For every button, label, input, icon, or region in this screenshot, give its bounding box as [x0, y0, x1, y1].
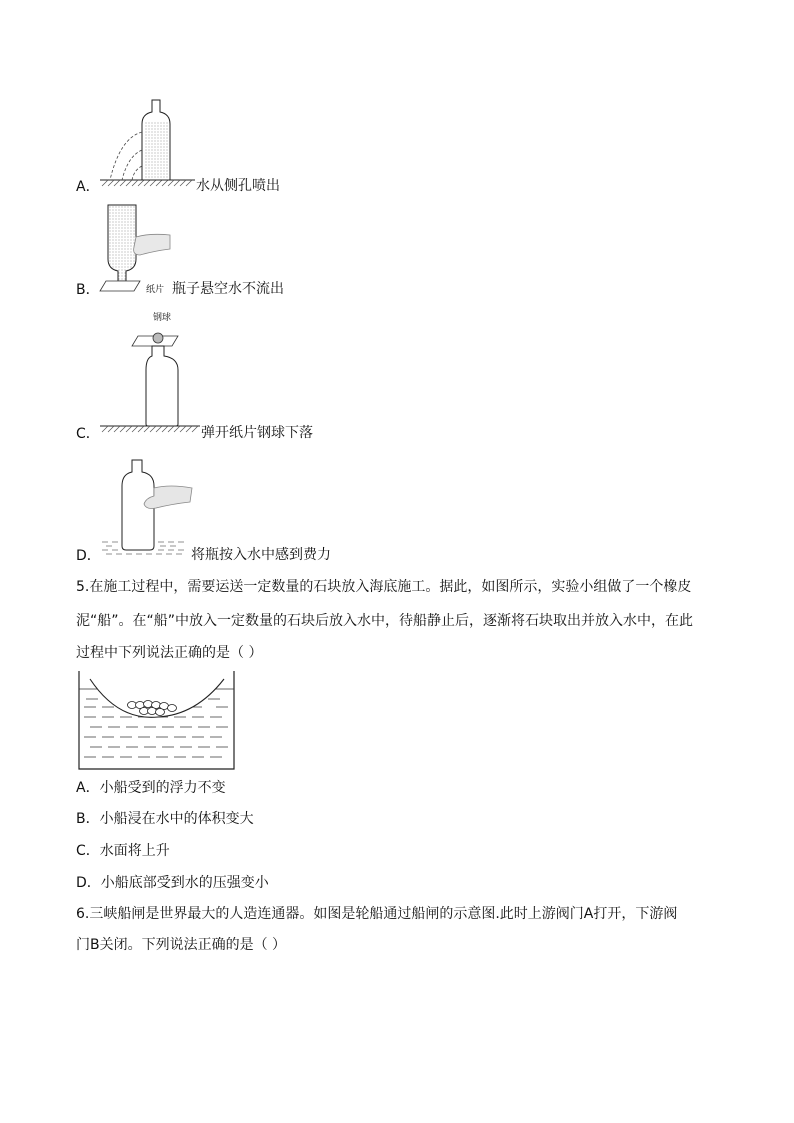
option-c-caption: 弹开纸片钢球下落 — [201, 425, 313, 441]
figure-a-bottle-side-hole — [100, 98, 200, 188]
option-a-caption: 水从侧孔喷出 — [196, 178, 280, 194]
q5-option-d: D．小船底部受到水的压强变小 — [76, 875, 269, 891]
figure-b-paper-label: 纸片 — [146, 285, 165, 295]
figure-q5-clay-boat — [78, 671, 238, 771]
q5-option-b: B．小船浸在水中的体积变大 — [76, 811, 254, 827]
q6-stem-line1: 6.三峡船闸是世界最大的人造连通器。如图是轮船通过船闸的示意图.此时上游阀门A打开，下游阀 — [76, 906, 678, 922]
q5-stem-line2: 泥“船”。在“船”中放入一定数量的石块后放入水中，待船静止后，逐渐将石块取出并放入水中，在此 — [76, 613, 694, 629]
q5-option-c: C．水面将上升 — [76, 843, 170, 859]
option-d-caption: 将瓶按入水中感到费力 — [191, 547, 331, 563]
option-a-letter: A． — [76, 179, 100, 195]
q6-stem-line2: 门B关闭。下列说法正确的是（ ） — [76, 937, 287, 953]
option-c-letter: C． — [76, 426, 100, 442]
q5-stem-line1: 5.在施工过程中，需要运送一定数量的石块放入海底施工。据此，如图所示，实验小组做了一个橡皮 — [76, 579, 692, 595]
figure-c-bottle-ball — [100, 326, 200, 436]
figure-d-bottle-in-water — [100, 458, 200, 558]
option-b-letter: B． — [76, 282, 100, 298]
q5-option-a: A．小船受到的浮力不变 — [76, 780, 226, 796]
q5-stem-line3: 过程中下列说法正确的是（ ） — [76, 645, 263, 661]
figure-c-ball-label: 钢球 — [153, 313, 172, 323]
option-b-caption: 瓶子悬空水不流出 — [172, 281, 284, 297]
figure-b-inverted-bottle — [100, 203, 180, 295]
option-d-letter: D． — [76, 548, 101, 564]
